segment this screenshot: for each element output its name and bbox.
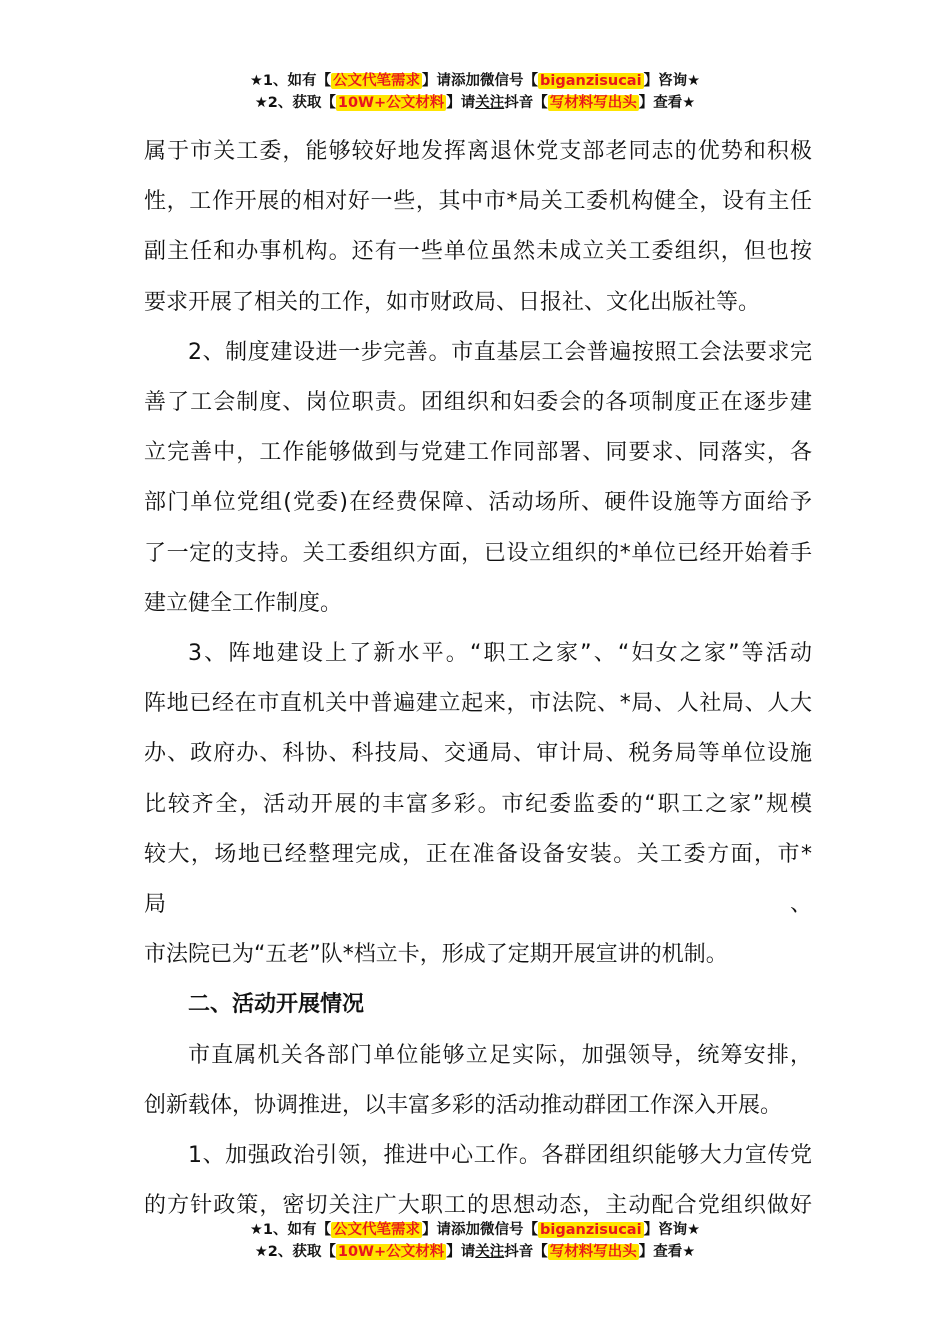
underlined-text: 关注 (475, 1244, 505, 1260)
text-line: 比较齐全，活动开展的丰富多彩。市纪委监委的“职工之家”规模 (144, 791, 812, 817)
paragraph-4 (144, 1031, 812, 1131)
banner-text: 】咨询★ (643, 73, 701, 89)
top-banner (0, 70, 950, 114)
banner-line-2 (0, 1241, 950, 1263)
highlight-text: 公文代笔需求 (333, 1222, 421, 1238)
wechat-id: biganzisucai (540, 1222, 642, 1238)
highlight-text: 公文代笔需求 (333, 73, 421, 89)
wechat-id: biganzisucai (540, 73, 642, 89)
banner-line-1 (0, 70, 950, 92)
text-line: 部门单位党组(党委)在经费保障、活动场所、硬件设施等方面给予 (144, 490, 812, 516)
banner-line-2 (0, 92, 950, 114)
text-line: 市直属机关各部门单位能够立足实际，加强领导，统筹安排， (188, 1042, 812, 1068)
banner-text: 】请添加微信号【 (422, 1222, 539, 1238)
banner-text: 】请 (446, 95, 476, 111)
text-line: 3、阵地建设上了新水平。“职工之家”、“妇女之家”等活动 (188, 641, 812, 667)
text-line: 要求开展了相关的工作，如市财政局、日报社、文化出版社等。 (144, 289, 761, 315)
text-line: 1、加强政治引领，推进中心工作。各群团组织能够大力宣传党 (188, 1143, 812, 1169)
text-line: 办、政府办、科协、科技局、交通局、审计局、税务局等单位设施 (144, 741, 812, 767)
paragraph-1 (144, 127, 812, 328)
text-line: 性，工作开展的相对好一些，其中市*局关工委机构健全，设有主任 (144, 189, 812, 215)
banner-text: 抖音【 (504, 1244, 548, 1260)
banner-text: 】请添加微信号【 (422, 73, 539, 89)
text-line: 副主任和办事机构。还有一些单位虽然未成立关工委组织，但也按 (144, 239, 812, 265)
banner-text: ★1、如有【 (249, 1222, 332, 1238)
paragraph-2 (144, 328, 812, 629)
banner-line-1 (0, 1219, 950, 1241)
text-line: 了一定的支持。关工委组织方面，已设立组织的*单位已经开始着手 (144, 540, 812, 566)
underlined-text: 关注 (475, 95, 505, 111)
highlight-text: 写材料写出头 (549, 1244, 637, 1260)
section-heading: 二、活动开展情况 (188, 992, 365, 1018)
document-body (144, 127, 812, 1231)
text-line: 市法院已为“五老”队*档立卡，形成了定期开展宣讲的机制。 (144, 942, 728, 968)
banner-text: ★2、获取【 (254, 1244, 336, 1260)
text-line: 善了工会制度、岗位职责。团组织和妇委会的各项制度正在逐步建 (144, 390, 812, 416)
banner-text: 】请 (446, 1244, 476, 1260)
paragraph-5 (144, 1131, 812, 1231)
text-line: 的方针政策，密切关注广大职工的思想动态，主动配合党组织做好 (144, 1193, 812, 1219)
highlight-text: 10W+公文材料 (337, 1244, 445, 1260)
text-line: 2、制度建设进一步完善。市直基层工会普遍按照工会法要求完 (188, 339, 812, 365)
paragraph-3 (144, 629, 812, 980)
banner-text: 】查看★ (638, 1244, 696, 1260)
banner-text: 抖音【 (504, 95, 548, 111)
banner-text: 】查看★ (638, 95, 696, 111)
highlight-text: 写材料写出头 (549, 95, 637, 111)
text-line: 立完善中，工作能够做到与党建工作同部署、同要求、同落实，各 (144, 440, 812, 466)
text-line: 建立健全工作制度。 (144, 590, 343, 616)
text-line: 阵地已经在市直机关中普遍建立起来，市法院、*局、人社局、人大 (144, 691, 812, 717)
banner-text: 】咨询★ (643, 1222, 701, 1238)
text-line: 较大，场地已经整理完成，正在准备设备安装。关工委方面，市*局、 (144, 841, 812, 918)
banner-text: ★2、获取【 (254, 95, 336, 111)
text-line: 创新载体，协调推进，以丰富多彩的活动推动群团工作深入开展。 (144, 1092, 783, 1118)
highlight-text: 10W+公文材料 (337, 95, 445, 111)
text-line: 属于市关工委，能够较好地发挥离退休党支部老同志的优势和积极 (144, 139, 812, 164)
banner-text: ★1、如有【 (249, 73, 332, 89)
bottom-banner (0, 1219, 950, 1263)
